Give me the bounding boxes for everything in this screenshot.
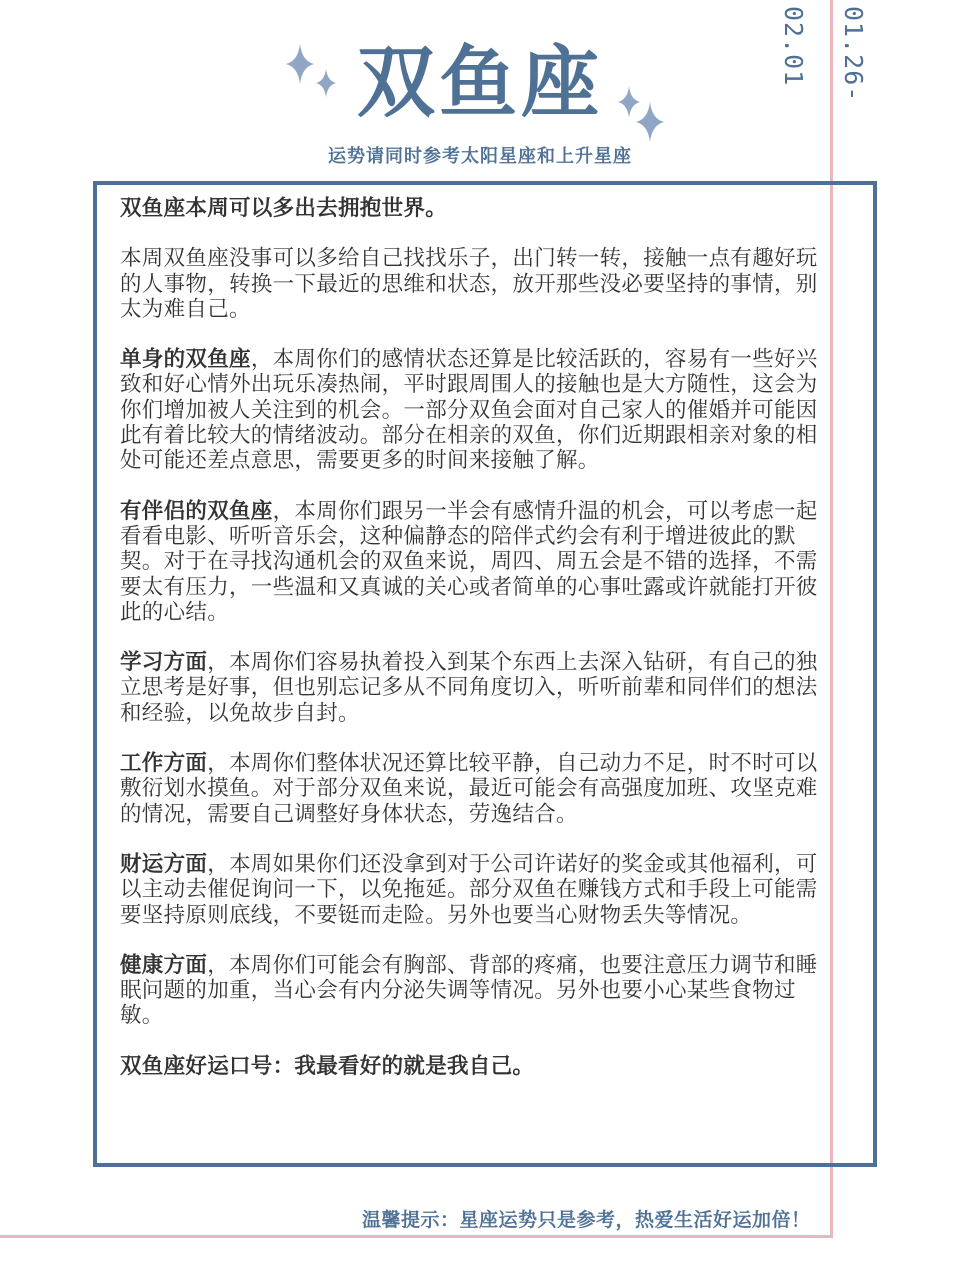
subtitle: 运势请同时参考太阳星座和上升星座 bbox=[328, 146, 632, 167]
footer-tip: 温馨提示：星座运势只是参考，热爱生活好运加倍！ bbox=[362, 1209, 811, 1231]
section-label: 学习方面 bbox=[120, 650, 208, 676]
page-title: 双鱼座 bbox=[356, 38, 603, 128]
section-health bbox=[120, 953, 820, 1029]
section-label: 有伴侣的双鱼座 bbox=[120, 498, 273, 524]
sparkle-icon bbox=[636, 102, 664, 142]
slogan: 双鱼座好运口号：我最看好的就是我自己。 bbox=[120, 1053, 535, 1079]
section-study bbox=[120, 650, 820, 726]
headline: 双鱼座本周可以多出去拥抱世界。 bbox=[120, 196, 448, 221]
section-wealth bbox=[120, 852, 820, 928]
section-single bbox=[120, 347, 820, 473]
section-label: 工作方面 bbox=[120, 751, 208, 777]
section-text: ，本周如果你们还没拿到对于公司许诺好的奖金或其他福利，可以主动去催促询问一下，以免拖延。部分双鱼在赚钱方式和手段上可能需要坚持原则底线，不要铤而走险。另外也要当心财物丢失等情况。 bbox=[120, 851, 818, 928]
date-range: 01.26-02.01 bbox=[779, 6, 868, 103]
section-label: 单身的双鱼座 bbox=[120, 347, 251, 373]
section-text: ，本周你们整体状况还算比较平静，自己动力不足，时不时可以敷衍划水摸鱼。对于部分双鱼来说，最近可能会有高强度加班、攻坚克难的情况，需要自己调整好身体状态，劳逸结合。 bbox=[120, 751, 818, 827]
section-text: ，本周你们的感情状态还算是比较活跃的，容易有一些好兴致和好心情外出玩乐凑热闹，平时跟周围人的接触也是大方随性，这会为你们增加被人关注到的机会。一部分双鱼会面对自己家人的催婚并可能因此有着比较大的情绪波动。部分在相亲的双鱼，你们近期跟相亲对象的相处可能还差点意思，需要更多的时间来接触了解。 bbox=[120, 347, 818, 474]
section-partner bbox=[120, 499, 820, 625]
pink-horizontal-line bbox=[0, 1235, 833, 1238]
section-label: 财运方面 bbox=[120, 851, 208, 877]
section-text: ，本周你们容易执着投入到某个东西上去深入钻研，有自己的独立思考是好事，但也别忘记多从不同角度切入，听听前辈和同伴们的想法和经验，以免故步自封。 bbox=[120, 650, 818, 726]
section-text: ，本周你们跟另一半会有感情升温的机会，可以考虑一起看看电影、听听音乐会，这种偏静态的陪伴式约会有利于增进彼此的默契。对于在寻找沟通机会的双鱼来说，周四、周五会是不错的选择，不需要太有压力，一些温和又真诚的关心或者简单的心事吐露或许就能打开彼此的心结。 bbox=[120, 498, 818, 625]
content-body bbox=[120, 196, 820, 1104]
section-work bbox=[120, 751, 820, 827]
section-label: 健康方面 bbox=[120, 952, 208, 978]
section-text: ，本周你们可能会有胸部、背部的疼痛，也要注意压力调节和睡眠问题的加重，当心会有内分泌失调等情况。另外也要小心某些食物过敏。 bbox=[120, 952, 818, 1029]
intro-paragraph: 本周双鱼座没事可以多给自己找找乐子，出门转一转，接触一点有趣好玩的人事物，转换一下最近的思维和状态，放开那些没必要坚持的事情，别太为难自己。 bbox=[120, 246, 818, 322]
sparkle-icon bbox=[286, 44, 314, 84]
